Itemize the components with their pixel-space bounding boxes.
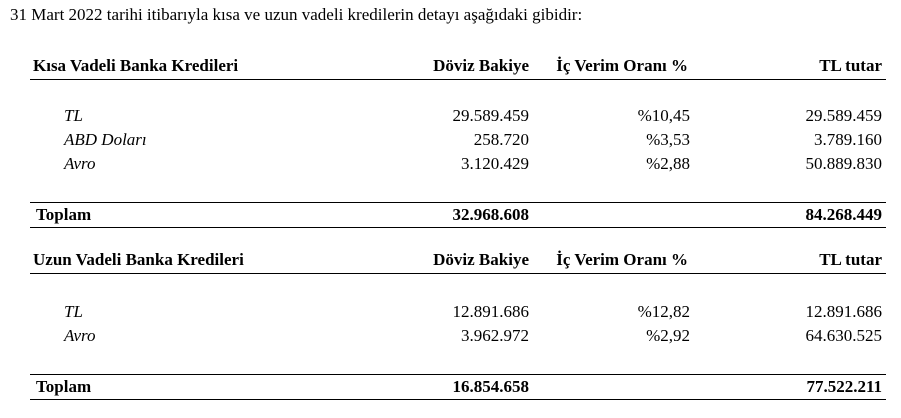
row-label: TL xyxy=(64,106,83,125)
column-header-oran: İç Verim Oranı % xyxy=(556,250,688,269)
table-row xyxy=(30,128,886,152)
column-header-doviz: Döviz Bakiye xyxy=(433,250,529,269)
long-term-loans-table xyxy=(30,248,886,408)
table-title: Uzun Vadeli Banka Kredileri xyxy=(33,250,244,269)
total-bottom-rule xyxy=(30,399,886,400)
row-doviz: 12.891.686 xyxy=(452,302,529,321)
row-doviz: 29.589.459 xyxy=(452,106,529,125)
short-term-loans-table xyxy=(30,54,886,234)
column-header-doviz: Döviz Bakiye xyxy=(433,56,529,75)
row-oran: %2,92 xyxy=(646,326,690,345)
table-row xyxy=(30,300,886,324)
row-label: Avro xyxy=(64,154,96,173)
total-doviz: 32.968.608 xyxy=(452,205,529,224)
row-tl: 12.891.686 xyxy=(805,302,882,321)
row-tl: 50.889.830 xyxy=(805,154,882,173)
column-header-oran: İç Verim Oranı % xyxy=(556,56,688,75)
total-row xyxy=(30,203,886,227)
row-doviz: 3.962.972 xyxy=(461,326,529,345)
table-row xyxy=(30,152,886,176)
row-tl: 29.589.459 xyxy=(805,106,882,125)
total-bottom-rule xyxy=(30,227,886,228)
total-doviz: 16.854.658 xyxy=(452,377,529,396)
row-oran: %12,82 xyxy=(637,302,690,321)
row-label: TL xyxy=(64,302,83,321)
table-row xyxy=(30,104,886,128)
row-tl: 3.789.160 xyxy=(814,130,882,149)
row-label: Avro xyxy=(64,326,96,345)
total-label: Toplam xyxy=(36,205,92,224)
table-row xyxy=(30,324,886,348)
table-header-row xyxy=(30,54,886,78)
row-doviz: 258.720 xyxy=(473,130,529,149)
intro-text: 31 Mart 2022 tarihi itibarıyla kısa ve uzun vadeli kredilerin detayı aşağıdaki gibidir: xyxy=(10,5,583,24)
row-oran: %2,88 xyxy=(646,154,690,173)
total-tl: 84.268.449 xyxy=(805,205,882,224)
row-oran: %3,53 xyxy=(646,130,690,149)
column-header-tl: TL tutar xyxy=(819,56,882,75)
row-oran: %10,45 xyxy=(637,106,690,125)
total-tl: 77.522.211 xyxy=(806,377,882,396)
total-row xyxy=(30,375,886,399)
total-label: Toplam xyxy=(36,377,92,396)
row-doviz: 3.120.429 xyxy=(461,154,529,173)
row-tl: 64.630.525 xyxy=(805,326,882,345)
header-rule xyxy=(30,273,886,274)
row-label: ABD Doları xyxy=(64,130,147,149)
column-header-tl: TL tutar xyxy=(819,250,882,269)
header-rule xyxy=(30,79,886,80)
table-header-row xyxy=(30,248,886,272)
table-title: Kısa Vadeli Banka Kredileri xyxy=(33,56,239,75)
